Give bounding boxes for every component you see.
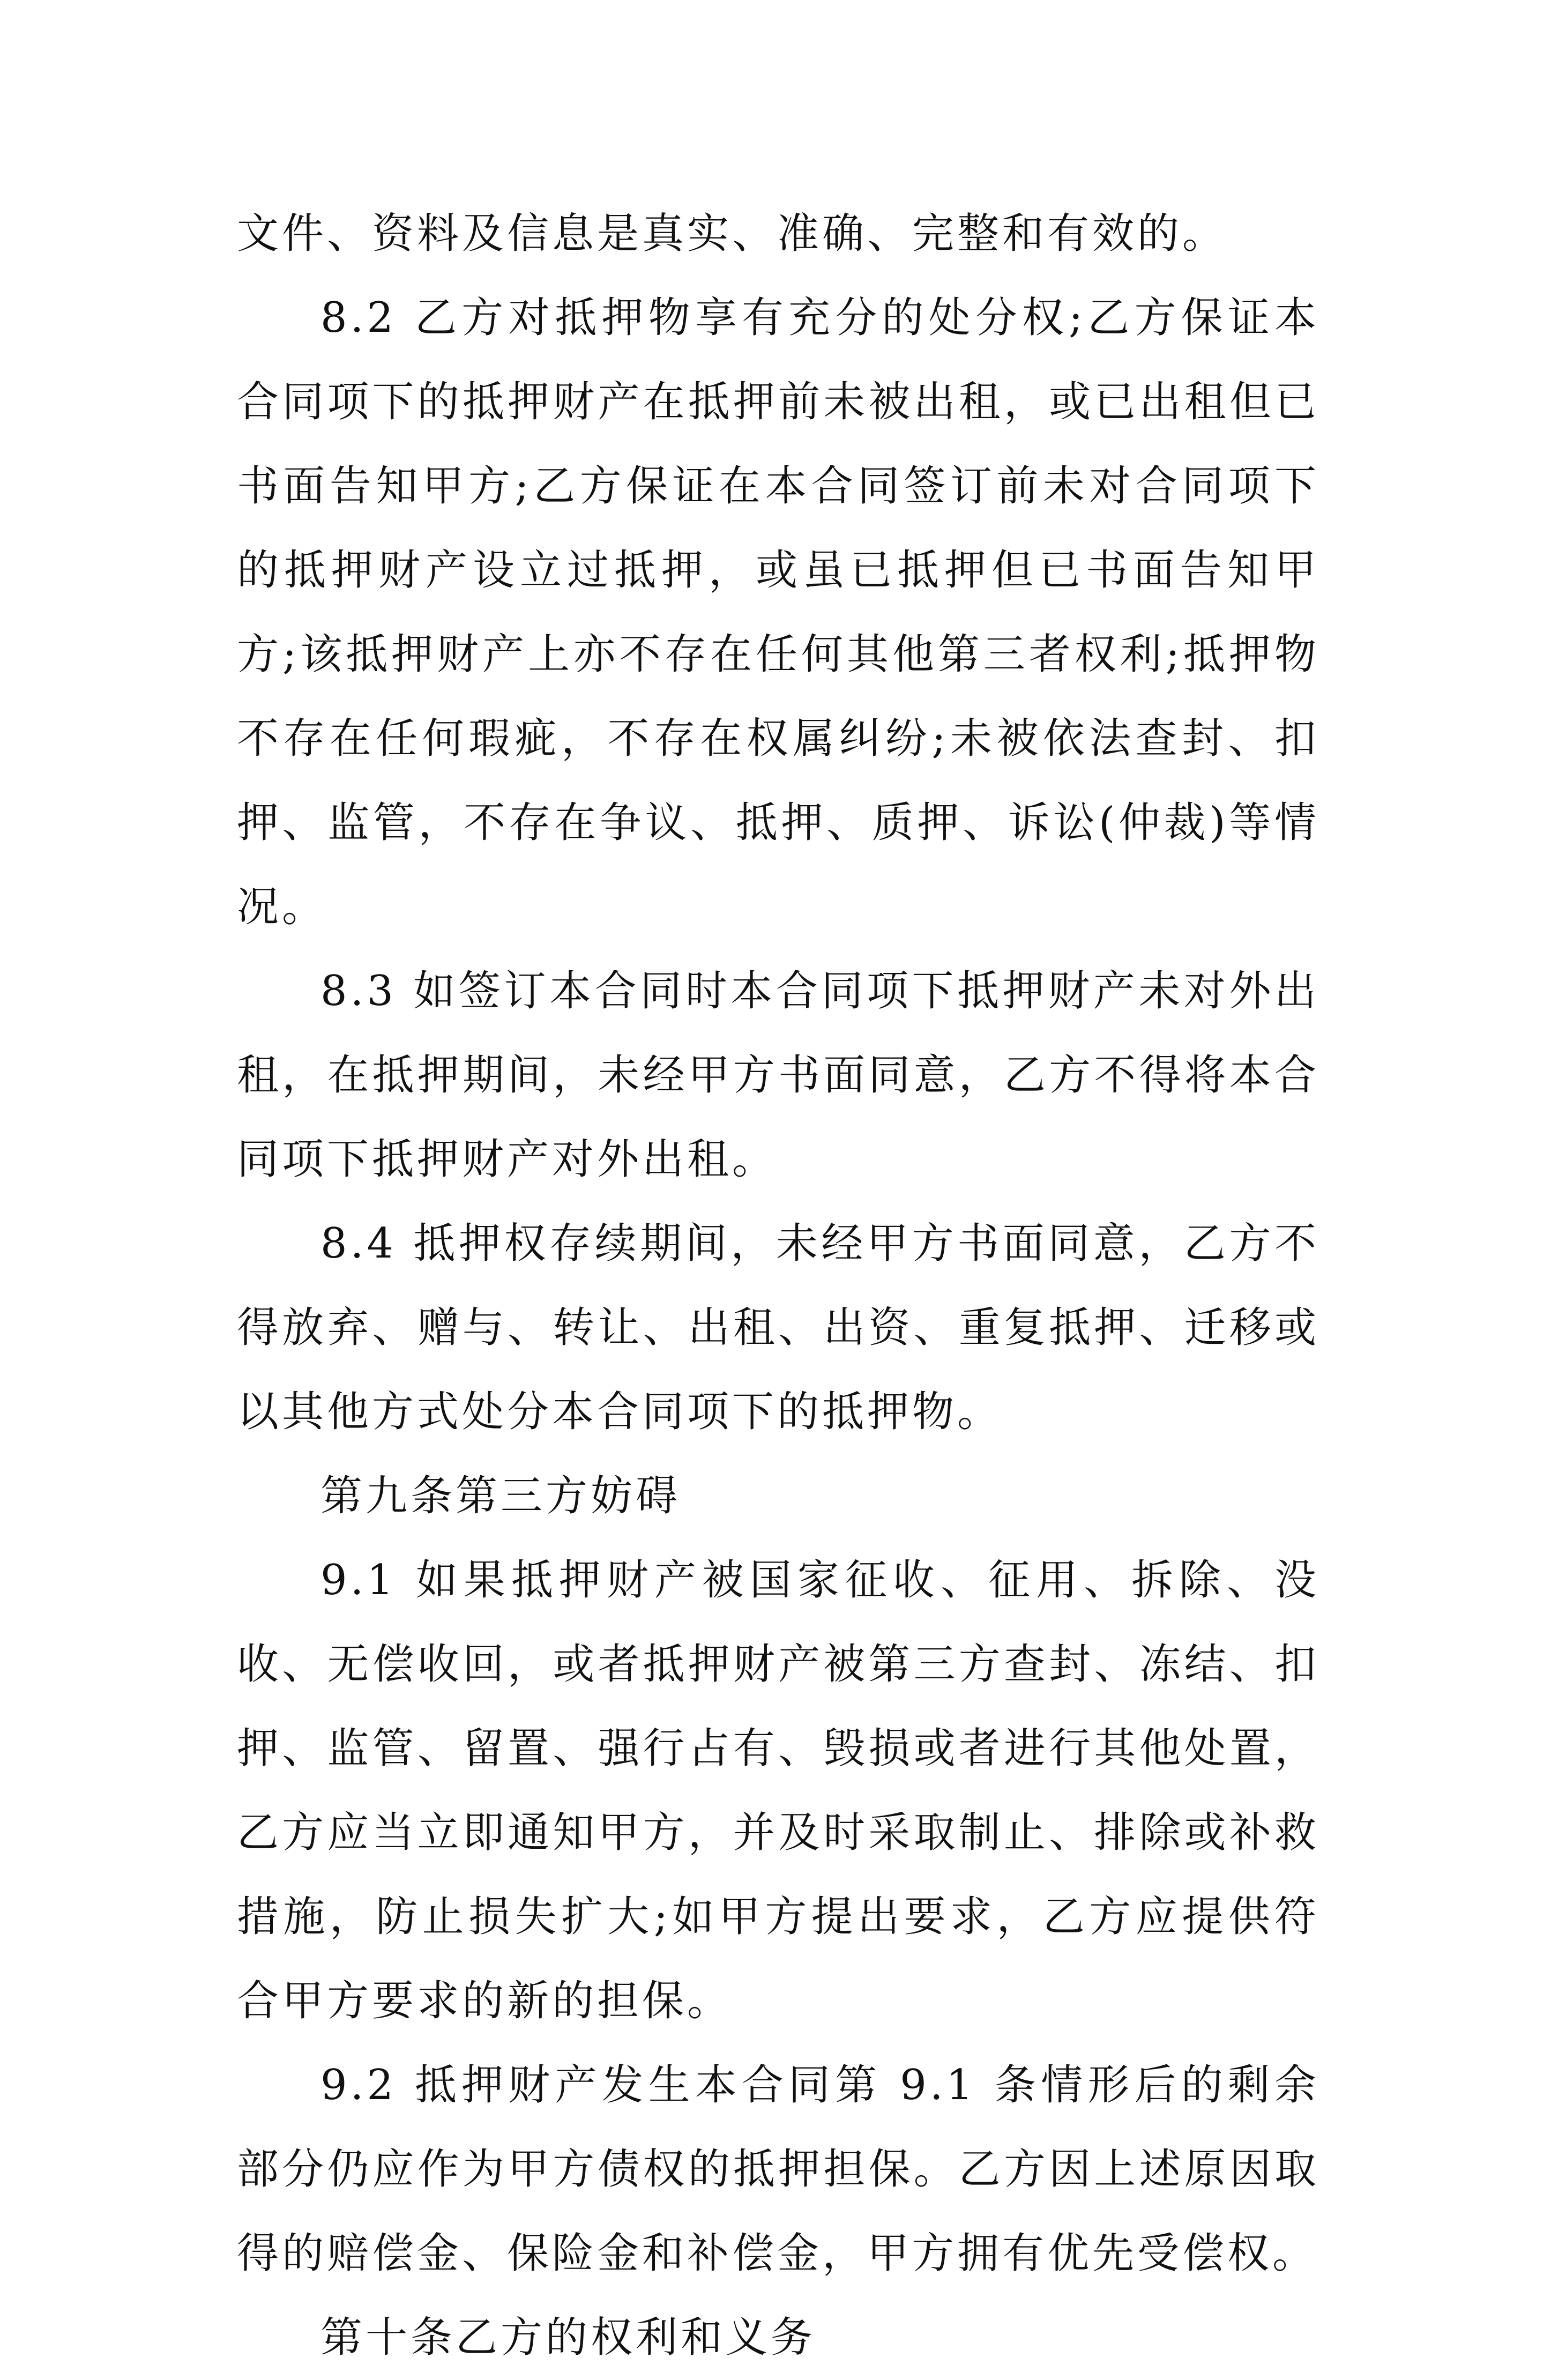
paragraph-8-2: 8.2 乙方对抵押物享有充分的处分权;乙方保证本合同项下的抵押财产在抵押前未被出租，或已出租但已书面告知甲方;乙方保证在本合同签订前未对合同项下的抵押财产设立过抵押，或虽已抵押但已书面告知甲方;该抵押财产上亦不存在任何其他第三者权利;抵押物不存在任何瑕疵，不存在权属纠纷;未被依法查封、扣押、监管，不存在争议、抵押、质押、诉讼(仲裁)等情况。 <box>237 294 1319 931</box>
paragraph-9-1: 9.1 如果抵押财产被国家征收、征用、拆除、没收、无偿收回，或者抵押财产被第三方查封、冻结、扣押、监管、留置、强行占有、毁损或者进行其他处置，乙方应当立即通知甲方，并及时采取制止、排除或补救措施，防止损失扩大;如甲方提出要求，乙方应提供符合甲方要求的新的担保。 <box>237 1556 1319 2025</box>
document-body <box>237 192 1319 2380</box>
paragraph-8-4: 8.4 抵押权存续期间，未经甲方书面同意，乙方不得放弃、赠与、转让、出租、出资、重复抵押、迁移或以其他方式处分本合同项下的抵押物。 <box>237 1219 1319 1436</box>
article-9-heading: 第九条第三方妨碍 <box>320 1472 681 1520</box>
paragraph-8-3: 8.3 如签订本合同时本合同项下抵押财产未对外出租，在抵押期间，未经甲方书面同意，乙方不得将本合同项下抵押财产对外出租。 <box>237 967 1319 1184</box>
paragraph-9-2: 9.2 抵押财产发生本合同第 9.1 条情形后的剩余部分仍应作为甲方债权的抵押担保。乙方因上述原因取得的赔偿金、保险金和补偿金，甲方拥有优先受偿权。 <box>237 2061 1319 2278</box>
paragraph-continuation: 文件、资料及信息是真实、准确、完整和有效的。 <box>237 210 1228 258</box>
article-10-heading: 第十条乙方的权利和义务 <box>320 2314 816 2362</box>
